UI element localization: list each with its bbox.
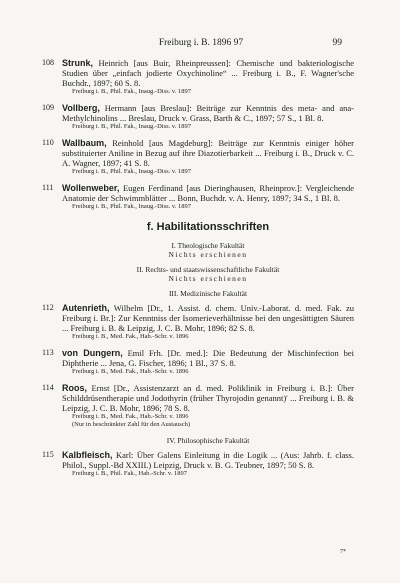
entry-number: 115 xyxy=(42,450,54,459)
faculty-heading-medicine: III. Medizinische Fakultät xyxy=(168,289,248,298)
list-item xyxy=(42,450,354,478)
entry-text: Eugen Ferdinand [aus Dieringhausen, Rheinprov.]: Vergleichende Anatomie der Schwimmblätter ... Bonn, Buchdr. v. A. Henry, 1897; 34 S., 1 Bl. 8. xyxy=(62,183,354,203)
entry-number: 112 xyxy=(42,303,54,312)
signature-mark: 7* xyxy=(340,549,346,555)
entry-author: Autenrieth, xyxy=(62,303,110,313)
list-item xyxy=(42,383,354,429)
page-content xyxy=(42,58,355,485)
entry-meta: Freiburg i. B., Phil. Fak., Inaug.-Diss. v. 1897 xyxy=(72,168,191,175)
entry-text: Hermann [aus Breslau]: Beiträge zur Kenntnis des meta- and ana-Methylchinolins ... Breslau, Druck v. Grass, Barth & C., 1897; 57 S., 1 Bl. 8. xyxy=(62,103,354,123)
entry-meta: Freiburg i. B., Phil. Fak., Inaug.-Diss. v. 1897 xyxy=(72,123,191,130)
running-header xyxy=(60,38,342,50)
faculty-heading-law: II. Rechts- und staatswissenschaftliche Fakultät xyxy=(136,265,280,274)
list-item xyxy=(42,138,354,176)
dissertation-list xyxy=(42,58,354,211)
faculty-note-law: Nichts erschienen xyxy=(168,274,248,283)
faculty-heading-philosophy: IV. Philosophische Fakultät xyxy=(166,436,250,445)
section-title: f. Habilitationsschriften xyxy=(146,221,270,233)
entry-text: Karl: Über Galens Einleitung in die Logik ... (Aus: Jahrb. f. class. Philol., Suppl.-Bd XXIII.) Leipzig, Druck v. B. G. Teubner, 1897; 50 S. 8. xyxy=(62,450,354,470)
entry-number: 114 xyxy=(42,383,54,392)
faculty-heading-theology: I. Theologische Fakultät xyxy=(171,241,245,250)
entry-meta: Freiburg i. B., Phil. Fak., Hab.-Schr. v. 1897 xyxy=(72,470,188,477)
entry-author: Kalbfleisch, xyxy=(62,450,113,460)
entry-text: Heinrich [aus Buir, Rheinpreussen]: Chemische und bakteriologische Studien über „einfach jodierte Oxychinoline“ ... Freiburg i. B., F. Wagner'sche Buchdr., 1897; 60 S. 8. xyxy=(62,58,354,88)
faculty-note-theology: Nichts erschienen xyxy=(168,250,248,259)
list-item xyxy=(42,58,354,96)
entry-author: Strunk, xyxy=(62,58,94,68)
entry-number: 111 xyxy=(42,183,54,192)
list-item xyxy=(42,303,354,341)
entry-number: 113 xyxy=(42,348,54,357)
entry-number: 109 xyxy=(42,103,54,112)
page-number: 99 xyxy=(332,38,342,48)
entry-meta: Freiburg i. B., Med. Fak., Hab.-Schr. v. 1896 xyxy=(72,368,189,375)
entry-text: Emil Frh. [Dr. med.]: Die Bedeutung der Mischinfection bei Diphtherie ... Jena, G. Fischer, 1896; 1 Bl., 37 S. 8. xyxy=(62,348,355,368)
entry-meta: Freiburg i. B., Med. Fak., Hab.-Schr. v. 1896 xyxy=(72,413,189,420)
entry-author: Vollberg, xyxy=(62,103,100,113)
entry-author: Wallbaum, xyxy=(62,138,107,148)
entry-number: 108 xyxy=(42,58,54,67)
entry-author: von Dungern, xyxy=(62,348,123,358)
entry-text: Wilhelm [Dr., 1. Assist. d. chem. Univ.-Laborat. d. med. Fak. zu Freiburg i. Br.]: Zur Kenntniss der Isomerieverhältnisse bei den ungesättigten Säuren ... Freiburg i. B. & Leipzig, J. C. B. Mohr, 1896; 82 S. 8. xyxy=(62,303,354,333)
entry-text: Reinhold [aus Magdeburg]: Beiträge zur Kenntnis einiger höher substituierter Aniline in Bezug auf ihre Diazotierbarkeit ... Freiburg i. B., Druck v. C. A. Wagner, 1897; 41 S. 8. xyxy=(62,138,354,168)
header-title: Freiburg i. B. 1896 97 xyxy=(158,38,244,48)
entry-meta: Freiburg i. B., Med. Fak., Hab.-Schr. v. 1896 xyxy=(72,333,189,340)
medicine-list xyxy=(42,303,355,429)
list-item xyxy=(42,103,354,131)
entry-author: Wollenweber, xyxy=(62,183,120,193)
entry-meta: Freiburg i. B., Phil. Fak., Inaug.-Diss. v. 1897 xyxy=(72,203,191,210)
entry-author: Roos, xyxy=(62,383,88,393)
philosophy-list xyxy=(42,450,354,478)
entry-number: 110 xyxy=(42,138,54,147)
list-item xyxy=(42,348,355,376)
entry-meta: Freiburg i. B., Phil. Fak., Inaug.-Diss. v. 1897 xyxy=(72,88,191,95)
entry-note: (Nur in beschränkter Zahl für den Austausch) xyxy=(72,421,191,428)
entry-text: Ernst [Dr., Assistenzarzt an d. med. Poliklinik in Freiburg i. B.]: Über Schilddrüsentherapie und Jodothyrin (früher Thyrojodin genannt)' ... Freiburg i. B. & Leipzig, J. C. B. Mohr, 1896; 78 S. 8. xyxy=(62,383,354,413)
list-item xyxy=(42,183,354,211)
